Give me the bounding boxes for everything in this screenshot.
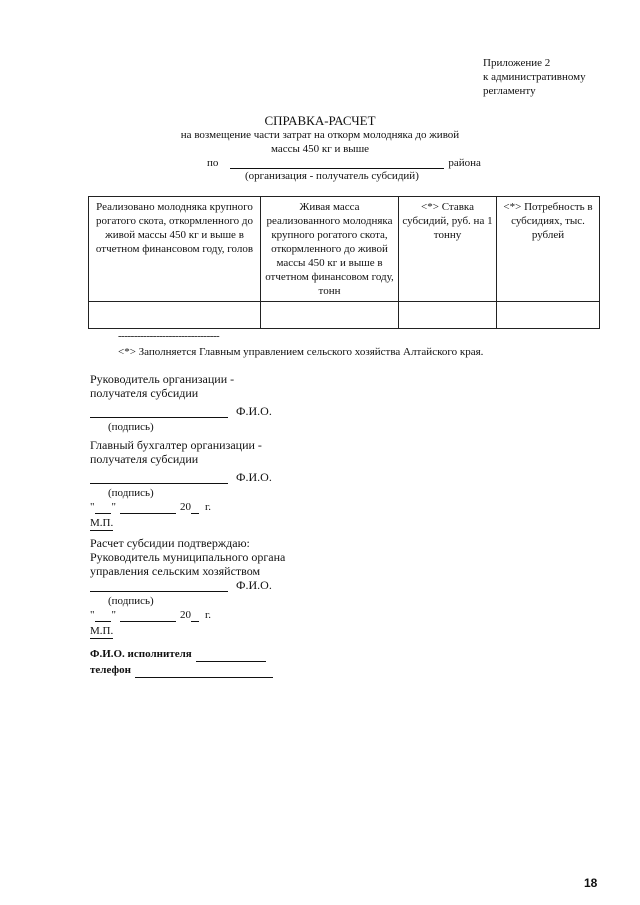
accountant-signature-blank[interactable] (90, 472, 228, 484)
header-cell-sold-heads: Реализовано молодняка крупного рогатого скота, откормленного до живой массы 450 кг и выше в отчетном финансовом году, голов (89, 197, 261, 302)
confirm-signature-blank[interactable] (90, 580, 228, 592)
appendix-line-2: к административному (483, 71, 586, 83)
head-fio-label: Ф.И.О. (236, 404, 272, 418)
page-number: 18 (584, 876, 598, 890)
appendix-line-1: Приложение 2 (483, 57, 551, 69)
document-subtitle (120, 128, 520, 156)
accountant-line-1: Главный бухгалтер организации - (90, 438, 262, 452)
appendix-note (483, 56, 586, 98)
date-month-blank[interactable] (120, 610, 176, 622)
date-quote-open: " (90, 501, 95, 513)
table-cell[interactable] (89, 302, 261, 329)
po-label: по (207, 157, 219, 169)
executor-block (90, 646, 273, 678)
footnote-separator: -------------------------------- (118, 330, 220, 342)
confirmation-signature-block (90, 536, 285, 639)
confirm-line-3: управления сельским хозяйством (90, 564, 261, 578)
date-quote-open: " (90, 609, 95, 621)
confirm-line-1: Расчет субсидии подтверждаю: (90, 536, 250, 550)
accountant-line-2: получателя субсидии (90, 452, 199, 466)
date-g-label: г. (205, 609, 212, 621)
rayona-label: района (448, 157, 481, 169)
mp-label: М.П. (90, 517, 114, 529)
header-cell-subsidy-rate: <*> Ставка субсидий, руб. на 1 тонну (399, 197, 497, 302)
confirm-sign-caption: (подпись) (108, 595, 154, 607)
calculation-table (88, 196, 600, 329)
head-line-1: Руководитель организации - (90, 372, 235, 386)
head-sign-caption: (подпись) (108, 421, 154, 433)
accountant-date-line (90, 500, 272, 514)
executor-fio-label: Ф.И.О. исполнителя (90, 648, 192, 660)
mp-label: М.П. (90, 625, 114, 637)
district-line (207, 157, 481, 169)
accountant-signature-block (90, 438, 272, 531)
organization-note: (организация - получатель субсидий) (245, 170, 419, 182)
footnote: <*> Заполняется Главным управлением сельского хозяйства Алтайского края. (118, 346, 484, 358)
accountant-sign-caption: (подпись) (108, 487, 154, 499)
subtitle-line-2: массы 450 кг и выше (270, 143, 370, 155)
date-day-blank[interactable] (95, 610, 111, 622)
date-year-prefix: 20 (180, 501, 191, 513)
appendix-line-3: регламенту (483, 85, 536, 97)
date-quote-close: " (111, 501, 116, 513)
date-g-label: г. (205, 501, 212, 513)
head-signature-blank[interactable] (90, 406, 228, 418)
date-month-blank[interactable] (120, 502, 176, 514)
document-title: СПРАВКА-РАСЧЕТ (264, 113, 376, 128)
confirm-date-line (90, 608, 285, 622)
date-year-blank[interactable] (191, 502, 199, 514)
head-line-2: получателя субсидии (90, 386, 199, 400)
table-header-row (89, 197, 600, 302)
header-cell-subsidy-need: <*> Потребность в субсидиях, тыс. рублей (497, 197, 600, 302)
table-row (89, 302, 600, 329)
district-blank[interactable] (230, 157, 444, 169)
head-signature-block (90, 372, 272, 434)
accountant-fio-label: Ф.И.О. (236, 470, 272, 484)
confirm-line-2: Руководитель муниципального органа (90, 550, 286, 564)
date-quote-close: " (111, 609, 116, 621)
executor-fio-blank[interactable] (196, 650, 266, 662)
executor-phone-blank[interactable] (135, 666, 273, 678)
subtitle-line-1: на возмещение части затрат на откорм молодняка до живой (180, 129, 460, 141)
date-year-blank[interactable] (191, 610, 199, 622)
confirm-fio-label: Ф.И.О. (236, 578, 272, 592)
table-cell[interactable] (399, 302, 497, 329)
date-year-prefix: 20 (180, 609, 191, 621)
table-cell[interactable] (261, 302, 399, 329)
executor-phone-label: телефон (90, 664, 131, 676)
date-day-blank[interactable] (95, 502, 111, 514)
header-cell-live-weight: Живая масса реализованного молодняка крупного рогатого скота, откормленного до живой массы 450 кг и выше в отчетном финансовом году, тонн (261, 197, 399, 302)
table-cell[interactable] (497, 302, 600, 329)
